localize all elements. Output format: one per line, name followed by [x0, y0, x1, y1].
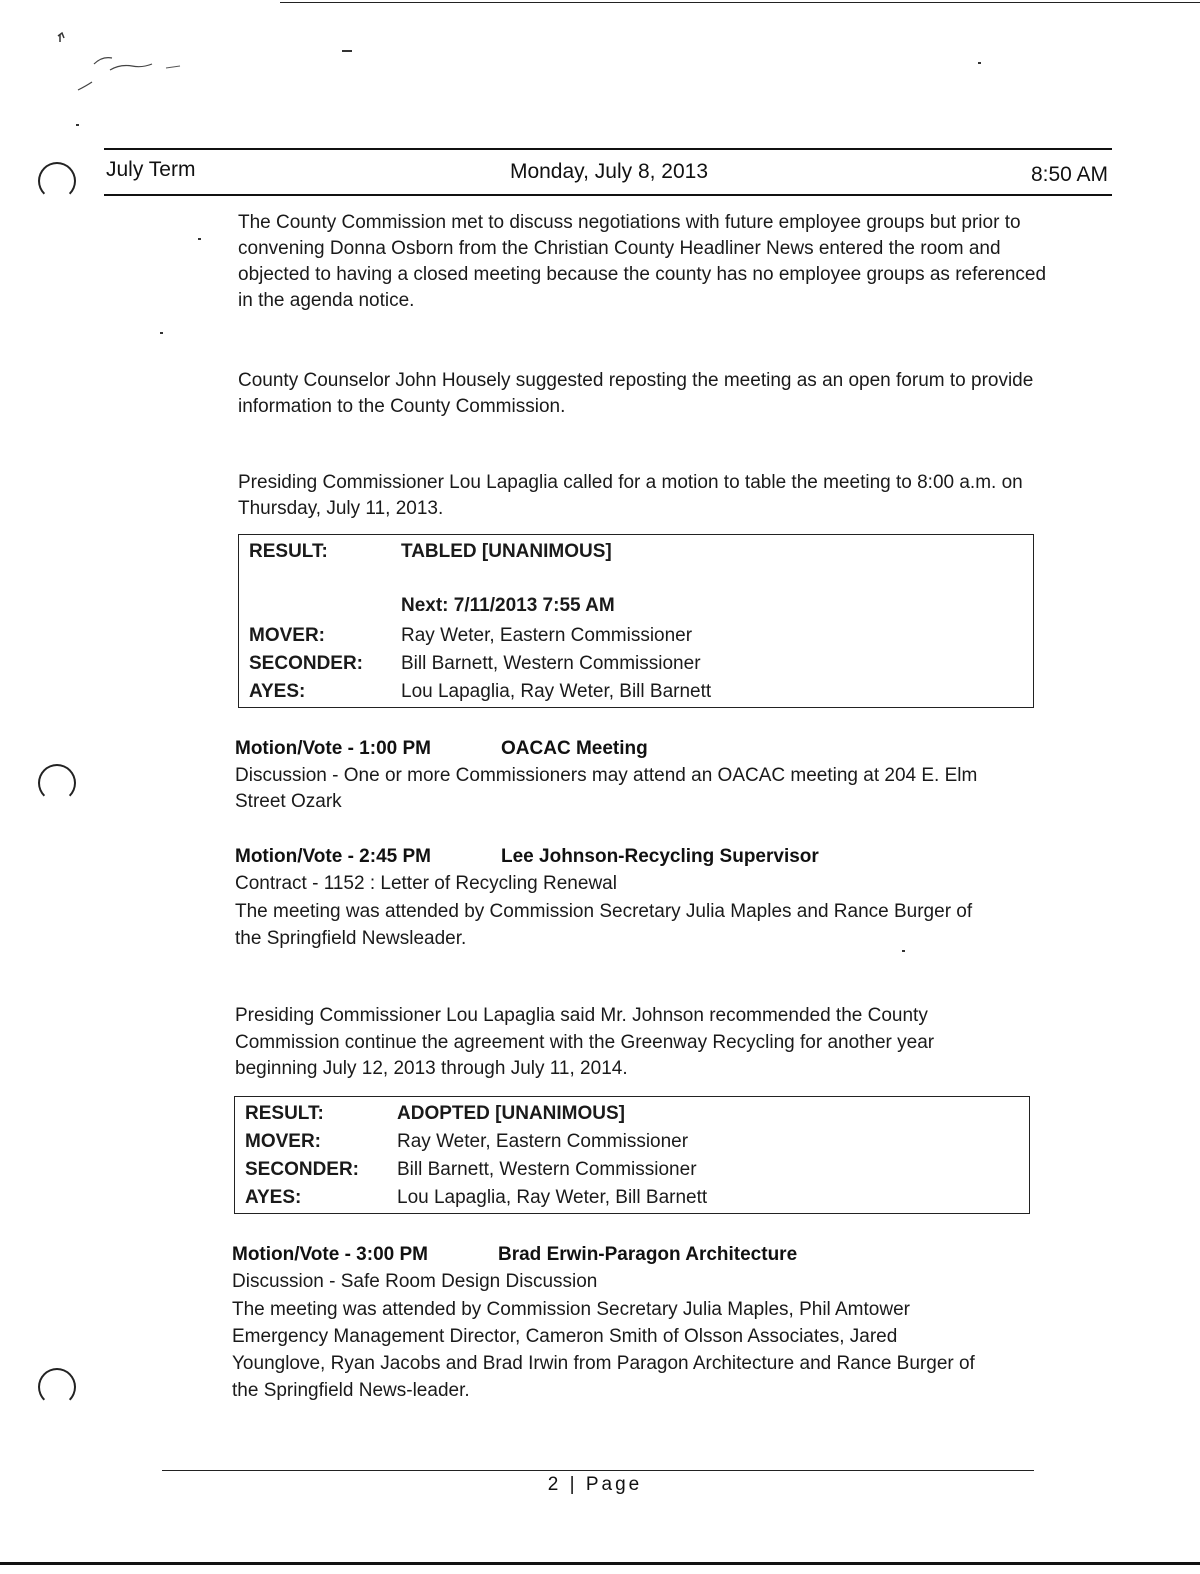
page-number: 2 | Page — [547, 1474, 643, 1495]
header-bottom-rule — [104, 194, 1112, 196]
item-time: Motion/Vote - 1:00 PM — [235, 738, 431, 759]
ayes-value: Lou Lapaglia, Ray Weter, Bill Barnett — [397, 1187, 708, 1208]
footer-rule — [162, 1470, 1034, 1471]
binder-hole-bottom — [38, 1368, 76, 1406]
scan-speck — [198, 238, 201, 240]
mover-label: MOVER: — [245, 1131, 321, 1152]
scan-speck — [978, 62, 981, 64]
scan-top-rule — [280, 2, 1200, 3]
item-title: Brad Erwin-Paragon Architecture — [498, 1244, 798, 1265]
paragon-attendance-line: The meeting was attended by Commission Secretary Julia Maples, Phil Amtower — [232, 1299, 910, 1320]
paragon-attendance-line: Emergency Management Director, Cameron Smith of Olsson Associates, Jared — [232, 1326, 898, 1347]
vote-box-tabled — [238, 534, 1034, 708]
mover-label: MOVER: — [249, 625, 325, 646]
ayes-value: Lou Lapaglia, Ray Weter, Bill Barnett — [401, 681, 712, 702]
item-title: OACAC Meeting — [501, 738, 648, 759]
scan-bottom-rule — [0, 1562, 1200, 1565]
mover-value: Ray Weter, Eastern Commissioner — [401, 625, 693, 646]
header-top-rule — [104, 148, 1112, 150]
item-time: Motion/Vote - 3:00 PM — [232, 1244, 428, 1265]
paragon-attendance-line: the Springfield News-leader. — [232, 1380, 470, 1401]
recycling-attendance-line: The meeting was attended by Commission Secretary Julia Maples and Rance Burger of — [235, 901, 973, 922]
oacac-discussion-line: Street Ozark — [235, 791, 342, 812]
recycling-recommendation-line: beginning July 12, 2013 through July 11, 2014. — [235, 1058, 628, 1079]
result-label: RESULT: — [249, 541, 328, 562]
scan-speck — [342, 50, 352, 52]
term-label: July Term — [106, 158, 196, 181]
result-value: TABLED [UNANIMOUS] — [401, 541, 612, 562]
result-value: ADOPTED [UNANIMOUS] — [397, 1103, 625, 1124]
paragraph-closed-meeting-objection: The County Commission met to discuss negotiations with future employee groups but prior to convening Donna Osborn from the Christian County Headliner News entered the room and objected to having a closed meeting because the county has no employee groups as referenced in the agenda notice. — [238, 212, 1047, 311]
result-label: RESULT: — [245, 1103, 324, 1124]
recycling-attendance-line: the Springfield Newsleader. — [235, 928, 467, 949]
recycling-recommendation-line: Presiding Commissioner Lou Lapaglia said Mr. Johnson recommended the County — [235, 1005, 928, 1026]
seconder-label: SECONDER: — [245, 1159, 360, 1180]
item-title: Lee Johnson-Recycling Supervisor — [501, 846, 819, 867]
seconder-value: Bill Barnett, Western Commissioner — [401, 653, 701, 674]
paragraph-table-motion: Presiding Commissioner Lou Lapaglia called for a motion to table the meeting to 8:00 a.m. on Thursday, July 11, 2013. — [238, 472, 1023, 519]
next-meeting-value: Next: 7/11/2013 7:55 AM — [401, 595, 615, 616]
scan-speck — [160, 332, 163, 334]
paragon-attendance-line: Younglove, Ryan Jacobs and Brad Irwin from Paragon Architecture and Rance Burger of — [232, 1353, 975, 1374]
recycling-recommendation-line: Commission continue the agreement with the Greenway Recycling for another year — [235, 1032, 935, 1053]
item-time: Motion/Vote - 2:45 PM — [235, 846, 431, 867]
seconder-value: Bill Barnett, Western Commissioner — [397, 1159, 697, 1180]
paragraph-counselor-suggestion: County Counselor John Housely suggested reposting the meeting as an open forum to provide information to the County Commission. — [238, 370, 1034, 417]
binder-hole-middle — [38, 764, 76, 802]
ayes-label: AYES: — [249, 681, 306, 702]
scan-speck — [902, 950, 905, 952]
oacac-discussion-line: Discussion - One or more Commissioners may attend an OACAC meeting at 204 E. Elm — [235, 765, 978, 786]
recycling-contract-line: Contract - 1152 : Letter of Recycling Renewal — [235, 873, 617, 894]
seconder-label: SECONDER: — [249, 653, 364, 674]
meeting-date: Monday, July 8, 2013 — [509, 160, 709, 183]
meeting-time: 8:50 AM — [1030, 163, 1108, 186]
scan-scribble-marks — [50, 20, 210, 100]
vote-box-adopted — [234, 1096, 1030, 1214]
mover-value: Ray Weter, Eastern Commissioner — [397, 1131, 689, 1152]
scan-speck — [76, 124, 79, 126]
ayes-label: AYES: — [245, 1187, 302, 1208]
paragon-discussion-line: Discussion - Safe Room Design Discussion — [232, 1271, 598, 1292]
